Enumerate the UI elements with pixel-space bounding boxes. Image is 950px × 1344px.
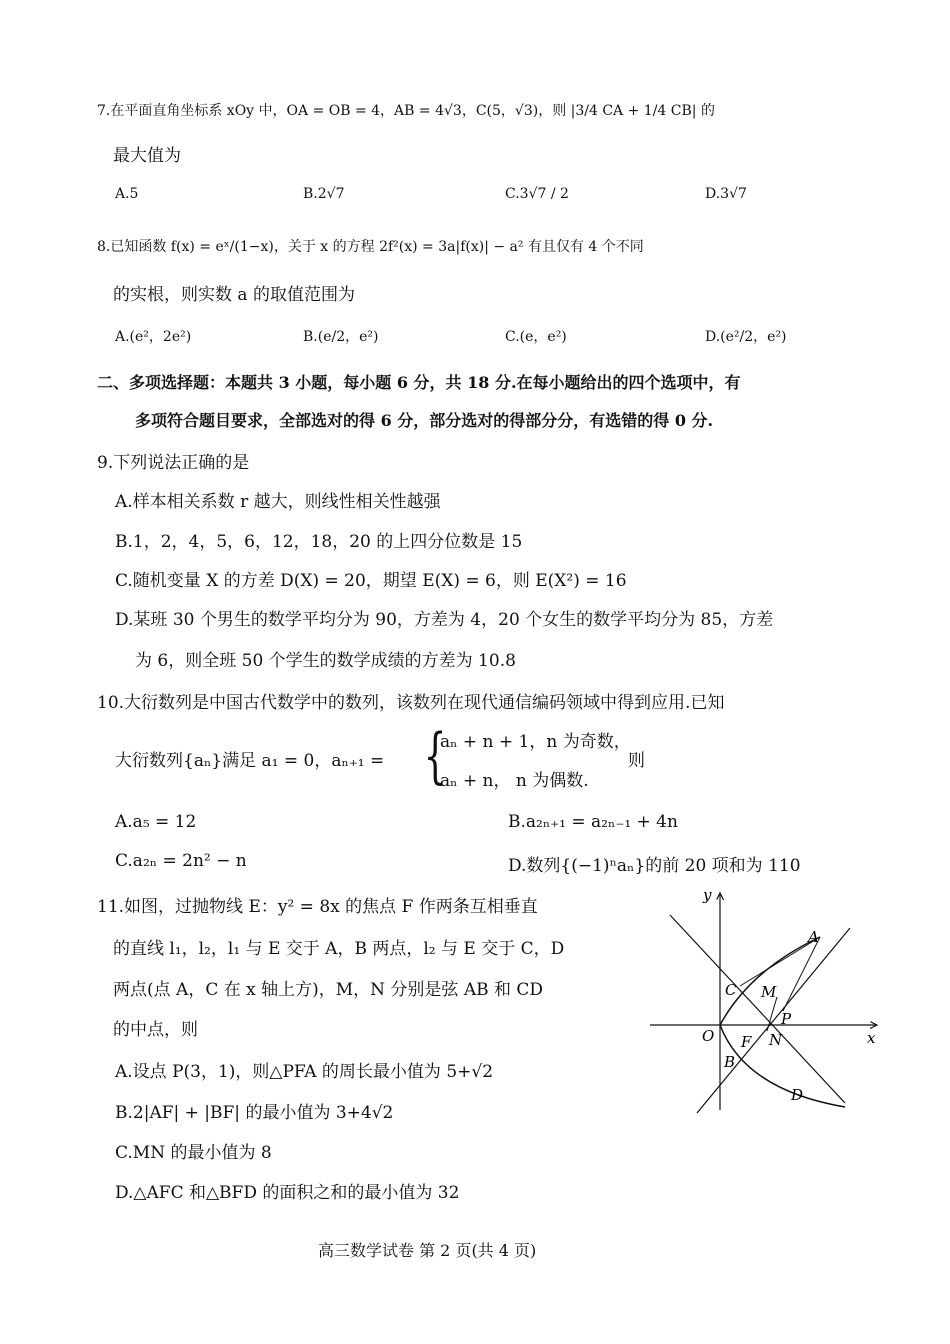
page-footer: 高三数学试卷 第 2 页(共 4 页) xyxy=(318,1241,537,1260)
label-N: N xyxy=(769,1031,783,1049)
q10-option-b: B.a₂ₙ₊₁ = a₂ₙ₋₁ + 4n xyxy=(508,812,678,832)
label-A: A xyxy=(808,928,819,946)
q10-case-odd: aₙ + n + 1，n 为奇数， xyxy=(440,732,631,752)
label-C: C xyxy=(725,981,737,999)
q10-option-d: D.数列{(−1)ⁿaₙ}的前 20 项和为 110 xyxy=(508,856,801,876)
segment-MN xyxy=(767,997,777,1031)
q10-case-even: aₙ + n， n 为偶数. xyxy=(440,771,589,791)
q11-option-c: C.MN 的最小值为 8 xyxy=(115,1143,272,1163)
q11-stem2: 的直线 l₁，l₂，l₁ 与 E 交于 A，B 两点，l₂ 与 E 交于 C，D xyxy=(113,939,565,959)
q8-option-b: B.(e/2，e²) xyxy=(303,329,379,345)
label-F: F xyxy=(741,1033,752,1051)
q10-option-a: A.a₅ = 12 xyxy=(115,812,197,832)
q9-stem: 9.下列说法正确的是 xyxy=(97,453,250,473)
q8-option-a: A.(e²，2e²) xyxy=(115,329,192,345)
q9-option-b: B.1，2，4，5，6，12，18，20 的上四分位数是 15 xyxy=(115,532,523,552)
q11-option-b: B.2|AF| + |BF| 的最小值为 3+4√2 xyxy=(115,1103,394,1123)
label-M: M xyxy=(761,983,777,1001)
q8-stem: 8.已知函数 f(x) = eˣ/(1−x)，关于 x 的方程 2f²(x) = 3a|f(x)| − a² 有且仅有 4 个不同 xyxy=(97,239,644,255)
q8-option-d: D.(e²/2，e²) xyxy=(705,329,787,345)
label-P: P xyxy=(781,1010,792,1028)
q10-stem: 10.大衍数列是中国古代数学中的数列，该数列在现代通信编码领域中得到应用.已知 xyxy=(97,693,725,713)
q8-option-c: C.(e，e²) xyxy=(505,329,567,345)
q10-brace: { xyxy=(423,721,447,791)
q11-option-a: A.设点 P(3，1)，则△PFA 的周长最小值为 5+√2 xyxy=(115,1062,494,1082)
q11-stem3: 两点(点 A，C 在 x 轴上方)，M，N 分别是弦 AB 和 CD xyxy=(113,980,544,1000)
q7-option-d: D.3√7 xyxy=(705,186,747,202)
section2-line2: 多项符合题目要求，全部选对的得 6 分，部分选对的得部分分，有选错的得 0 分. xyxy=(135,411,714,430)
q11-stem1: 11.如图，过抛物线 E：y² = 8x 的焦点 F 作两条互相垂直 xyxy=(97,897,538,917)
section2-line1: 二、多项选择题：本题共 3 小题，每小题 6 分，共 18 分.在每小题给出的四个选项中，有 xyxy=(97,373,741,392)
q9-option-a: A.样本相关系数 r 越大，则线性相关性越强 xyxy=(115,492,441,512)
q11-option-d: D.△AFC 和△BFD 的面积之和的最小值为 32 xyxy=(115,1183,460,1203)
q7-option-b: B.2√7 xyxy=(303,186,345,202)
q7-option-c: C.3√7 / 2 xyxy=(505,186,569,202)
q8-stem-cont: 的实根，则实数 a 的取值范围为 xyxy=(113,285,355,305)
q10-then: 则 xyxy=(628,751,645,771)
q9-option-d-line1: D.某班 30 个男生的数学平均分为 90，方差为 4，20 个女生的数学平均分为 85，方差 xyxy=(115,610,774,630)
q7-stem-cont: 最大值为 xyxy=(113,146,181,166)
label-y: y xyxy=(703,886,712,904)
q11-parabola-figure xyxy=(645,885,885,1115)
q9-option-d-line2: 为 6，则全班 50 个学生的数学成绩的方差为 10.8 xyxy=(135,651,516,671)
label-O: O xyxy=(702,1027,715,1045)
q9-option-c: C.随机变量 X 的方差 D(X) = 20，期望 E(X) = 6，则 E(X²) = 16 xyxy=(115,571,627,591)
q7-option-a: A.5 xyxy=(115,186,139,202)
label-x: x xyxy=(867,1029,876,1047)
q10-option-c: C.a₂ₙ = 2n² − n xyxy=(115,851,247,871)
q10-stem2: 大衍数列{aₙ}满足 a₁ = 0，aₙ₊₁ = xyxy=(115,751,385,771)
label-D: D xyxy=(791,1086,804,1104)
label-B: B xyxy=(724,1053,736,1071)
q11-stem4: 的中点，则 xyxy=(113,1020,198,1040)
q7-stem: 7.在平面直角坐标系 xOy 中，OA = OB = 4，AB = 4√3，C(5，√3)，则 |3/4 CA + 1/4 CB| 的 xyxy=(97,103,715,119)
